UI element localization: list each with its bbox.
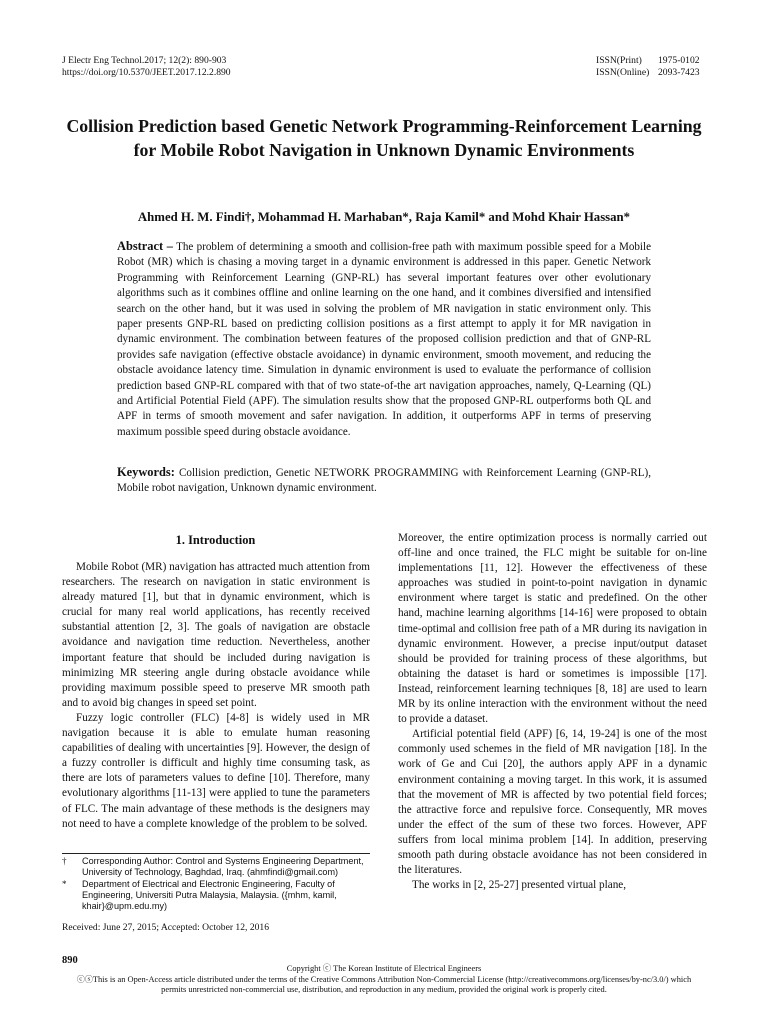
keywords-label: Keywords: (117, 465, 175, 479)
author-list: Ahmed H. M. Findi†, Mohammad H. Marhaban*, Raja Kamil* and Mohd Khair Hassan* (137, 210, 631, 224)
keywords-text: Collision prediction, Genetic NETWORK PROGRAMMING with Reinforcement Learning (GNP-RL), Mobile robot navigation, Unknown dynamic environment. (117, 467, 652, 495)
doi-link[interactable]: https://doi.org/10.5370/JEET.2017.12.2.890 (62, 67, 231, 78)
paragraph: Mobile Robot (MR) navigation has attracted much attention from researchers. The research on navigation in static environment is already matured [1], but that in dynamic environment, which is crucial for many real world applications, has recently received substantial attention [2, 3]. The goals of navigation are obstacle avoidance and navigation time reduction. Nevertheless, another important feature that should be included during navigation is minimizing MR steering angle during obstacle avoidance while providing maximum possible speed to preserve MR smooth path and to avoid big changes in speed set point. (62, 561, 370, 709)
footnote-divider (62, 853, 370, 854)
received-dates: Received: June 27, 2015; Accepted: October 12, 2016 (62, 922, 270, 933)
abstract-label: Abstract – (117, 239, 173, 253)
issn-online-label: ISSN(Online) (596, 67, 650, 78)
issn-block (596, 55, 700, 79)
issn-online: 2093-7423 (658, 67, 700, 78)
paragraph: The works in [2, 25-27] presented virtual plane, (412, 879, 627, 892)
footnote (62, 879, 370, 913)
footnote-mark: † (62, 856, 67, 866)
journal-header (62, 55, 231, 79)
abstract-text: The problem of determining a smooth and collision-free path with maximum possible speed for a Mobile Robot (MR) which is chasing a moving target in a dynamic environment is addressed in this paper. Genetic Network Programming with Reinforcement Learning (GNP-RL) has several important features over other evolutionary algorithms such as it combines offline and online learning on the one hand, and it combines diversified and intensified search on the other hand, but it was used in solving the problem of MR navigation in static environment only. This paper presents GNP-RL based on predicting collision positions as a first attempt to apply it for MR navigation in dynamic environment. The combination between features of the proposed collision prediction and that of GNP-RL provides safe navigation (effective obstacle avoidance) in dynamic environment, smooth movement, and reducing the obstacle avoidance latency time. Simulation in dynamic environment is used to evaluate the performance of collision prediction based GNP-RL compared with that of two state-of-the art navigation approaches, namely, Q-Learning (QL) and Artificial Potential Field (APF). The simulation results show that the proposed GNP-RL outperforms both QL and APF in terms of smooth movement and safer navigation. In addition, it outperforms APF in terms of preserving maximum possible speed during obstacle avoidance. (117, 241, 651, 438)
left-column (62, 560, 370, 832)
page-number: 890 (62, 955, 78, 966)
section-heading: 1. Introduction (175, 533, 256, 547)
issn-print-label: ISSN(Print) (596, 55, 642, 66)
journal-citation: J Electr Eng Technol.2017; 12(2): 890-903 (62, 55, 227, 66)
footnote (62, 856, 370, 879)
footnote-text: Corresponding Author: Control and Systems Engineering Department, University of Technology, Baghdad, Iraq. (ahmfindi@gmail.com) (82, 856, 364, 878)
footnote-mark: * (62, 878, 67, 889)
creative-commons-icon: ⓒⓢ (76, 974, 93, 984)
right-column (398, 531, 707, 893)
paragraph: Fuzzy logic controller (FLC) [4-8] is widely used in MR navigation because it is able to emulate human reasoning capabilities of dealing with uncertainties [9]. However, the design of a fuzzy controller is difficult and highly time consuming task, as there are lots of parameters values to define [10]. Therefore, many evolutionary algorithms [11-13] were applied to tune the parameters of FLC. The main advantage of these methods is the designers may not need to have a complete knowledge of the problem to be solved. (62, 711, 370, 830)
paragraph: Moreover, the entire optimization process is normally carried out off-line and once trained, the FLC might be suitable for on-line implementations [11, 12]. However the effectiveness of these approaches was studied in point-to-point navigation in dynamic environment where target is static and predefined. On the other hand, machine learning algorithms [14-16] were proposed to obtain time-optimal and collision free path of a MR during its navigation in dynamic environment. However, a precise input/output dataset should be provided for training process of these algorithms, but obtaining the dataset is hard or sometimes is impossible [17]. Instead, reinforcement learning techniques [8, 18] are used to learn MR by its online interaction with the environment without the need to provide a dataset. (398, 532, 707, 726)
footnote-text: Department of Electrical and Electronic Engineering, Faculty of Engineering, Universiti Putra Malaysia, Malaysia. ({mhm, kamil, khair}@upm.edu.my) (82, 878, 337, 912)
footnotes (62, 856, 370, 912)
license-text: This is an Open-Access article distributed under the terms of the Creative Commons Attribution Non-Commercial License (http://creativecommons.org/licenses/by-nc/3.0/) which permits unrestricted non-commercial use, distribution, and reproduction in any medium, provided the original work is properly cited. (92, 974, 692, 995)
abstract (117, 239, 651, 440)
keywords (117, 465, 651, 497)
issn-print: 1975-0102 (658, 55, 700, 66)
paragraph: Artificial potential field (APF) [6, 14, 19-24] is one of the most commonly used schemes in the field of MR navigation [18]. In the work of Ge and Cui [20], the authors apply APF in a dynamic environment containing a moving target. In this work, it is assumed that the movement of MR is affected by two potential field forces; the attractive force and repulsive force. Consequently, MR moves under the effect of the sum of these two forces. However, APF suffers from local minima problem [14]. In addition, preserving smooth path during obstacle avoidance has not been considered in the literatures. (398, 728, 707, 877)
copyright-line: Copyright ⓒ The Korean Institute of Electrical Engineers (286, 964, 482, 973)
paper-title: Collision Prediction based Genetic Network Programming-Reinforcement Learning for Mobile Robot Navigation in Unknown Dynamic Environments (66, 116, 702, 160)
copyright-notice (70, 964, 698, 996)
